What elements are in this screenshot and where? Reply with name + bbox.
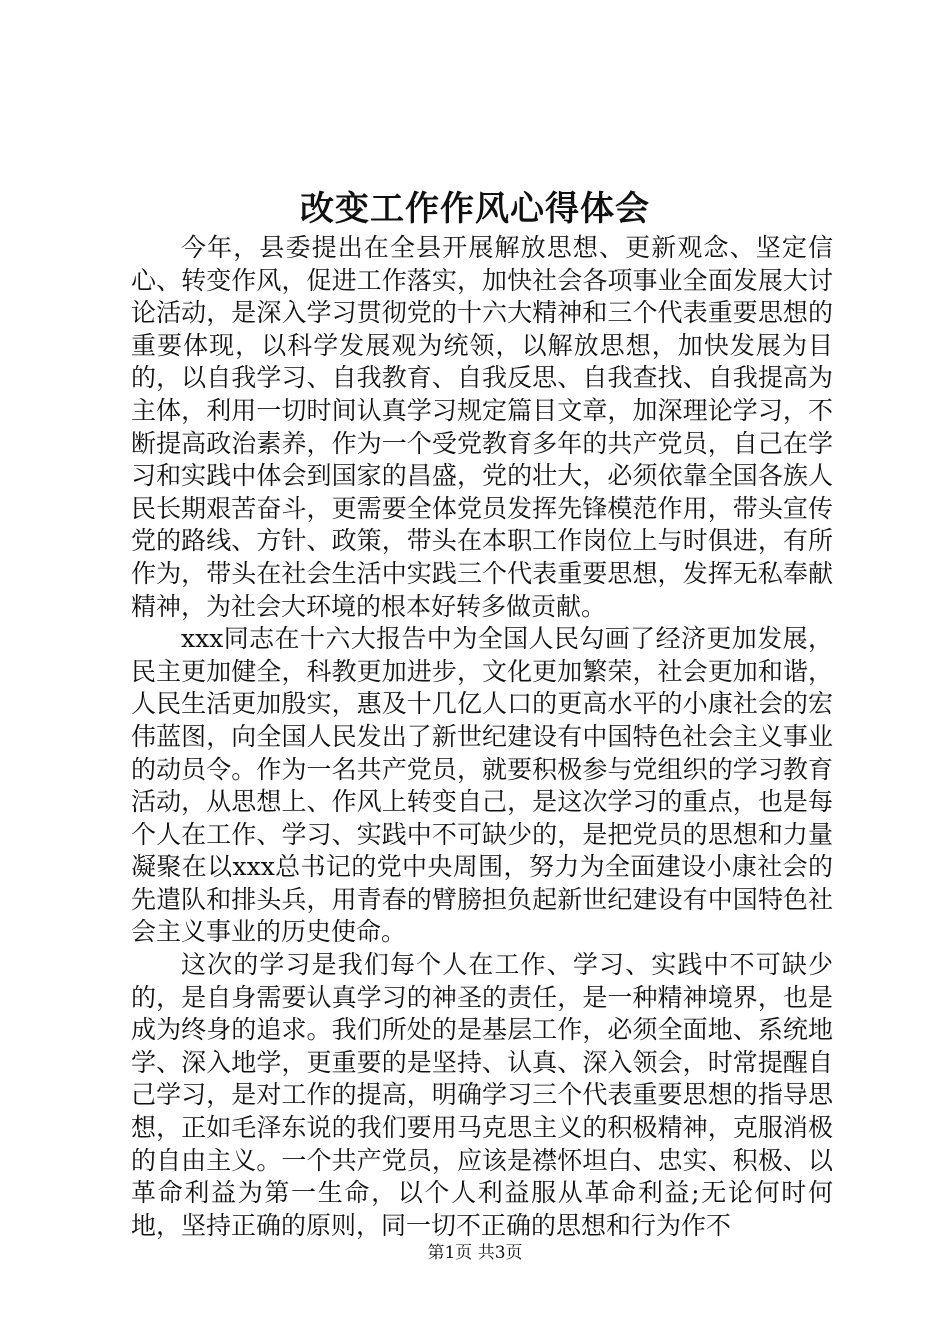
paragraph-3: 这次的学习是我们每个人在工作、学习、实践中不可缺少的，是自身需要认真学习的神圣的责任，是一种精神境界，也是成为终身的追求。我们所处的是基层工作，必须全面地、系统地学、深入地学，更重要的是坚持、认真、深入领会，时常提醒自己学习，是对工作的提高，明确学习三个代表重要思想的指导思想，正如毛泽东说的我们要用马克思主义的积极精神，克服消极的自由主义。一个共产党员，应该是襟怀坦白、忠实、积极、以革命利益为第一生命，以个人利益服从革命利益;无论何时何地，坚持正确的原则，同一切不正确的思想和行为作不 [131, 950, 833, 1240]
document-body [131, 232, 833, 1242]
paragraph-1: 今年，县委提出在全县开展解放思想、更新观念、坚定信心、转变作风，促进工作落实，加快社会各项事业全面发展大讨论活动，是深入学习贯彻党的十六大精神和三个代表重要思想的重要体现，以科学发展观为统领，以解放思想，加快发展为目的，以自我学习、自我教育、自我反思、自我查找、自我提高为主体，利用一切时间认真学习规定篇目文章，加深理论学习，不断提高政治素养，作为一个受党教育多年的共产党员，自己在学习和实践中体会到国家的昌盛，党的壮大，必须依靠全国各族人民长期艰苦奋斗，更需要全体党员发挥先锋模范作用，带头宣传党的路线、方针、政策，带头在本职工作岗位上与时俱进，有所作为，带头在社会生活中实践三个代表重要思想，发挥无私奉献精神，为社会大环境的根本好转多做贡献。 [131, 233, 833, 621]
paragraph-2: xxx同志在十六大报告中为全国人民勾画了经济更加发展，民主更加健全，科教更加进步，文化更加繁荣，社会更加和谐，人民生活更加殷实，惠及十几亿人口的更高水平的小康社会的宏伟蓝图，向全国人民发出了新世纪建设有中国特色社会主义事业的动员令。作为一名共产党员，就要积极参与党组织的学习教育活动，从思想上、作风上转变自己，是这次学习的重点，也是每个人在工作、学习、实践中不可缺少的，是把党员的思想和力量凝聚在以xxx总书记的党中央周围，努力为全面建设小康社会的先遣队和排头兵，用青春的臂膀担负起新世纪建设有中国特色社会主义事业的历史使命。 [131, 624, 833, 947]
document-title: 改变工作作风心得体会 [300, 189, 650, 229]
page-number-footer: 第1页 共3页 [427, 1243, 523, 1263]
